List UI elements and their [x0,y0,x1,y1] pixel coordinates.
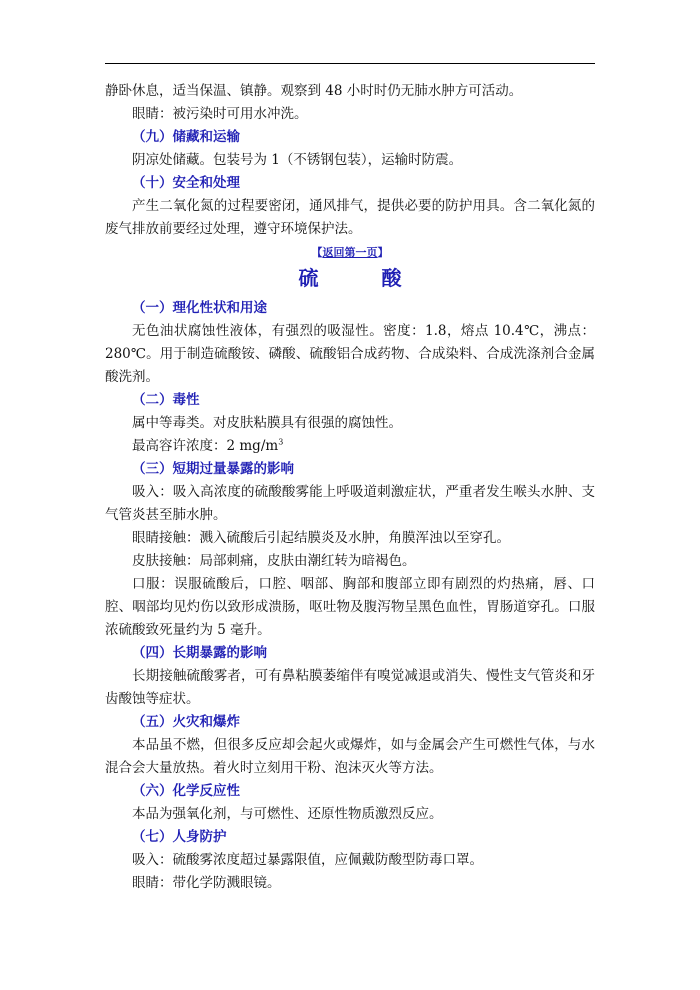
paragraph [105,435,595,458]
paragraph: 无色油状腐蚀性液体，有强烈的吸湿性。密度：1.8，熔点 10.4℃，沸点：280℃。用于制造硫酸铵、磷酸、硫酸铝合成药物、合成染料、合成洗涤剂合金属酸洗剂。 [105,323,595,385]
section-heading: （一）理化性状和用途 [132,300,267,316]
paragraph: 属中等毒类。对皮肤粘膜具有很强的腐蚀性。 [132,415,402,431]
section-heading: （十）安全和处理 [132,175,240,191]
paragraph: 口服：误服硫酸后，口腔、咽部、胸部和腹部立即有剧烈的灼热痛，唇、口腔、咽部均见灼伤以致形成溃肠，呕吐物及腹泻物呈黑色血性，胃肠道穿孔。口服浓硫酸致死量约为 5 毫升。 [105,576,595,638]
paragraph: 阴凉处储藏。包装号为 1（不锈钢包装），运输时防震。 [132,152,463,168]
paragraph: 眼睛接触：溅入硫酸后引起结膜炎及水肿，角膜浑浊以至穿孔。 [132,530,510,546]
max-concentration-text: 最高容许浓度：2 mg/m [132,438,279,454]
section-heading: （五）火灾和爆炸 [132,714,240,730]
paragraph: 皮肤接触：局部刺痛，皮肤由潮红转为暗褐色。 [132,553,416,569]
header-rule [105,63,595,64]
back-to-first-page-link[interactable]: 返回第一页 [322,246,378,259]
section-heading: （七）人身防护 [132,829,227,845]
bracket-close: 】 [377,246,389,259]
document-body [105,80,595,895]
paragraph: 长期接触硫酸雾者，可有鼻粘膜萎缩伴有嗅觉减退或消失、慢性支气管炎和牙齿酸蚀等症状。 [105,668,595,707]
superscript: 3 [278,437,284,447]
paragraph: 静卧休息，适当保温、镇静。观察到 48 小时时仍无肺水肿方可活动。 [105,83,523,99]
page-title: 硫 酸 [298,266,430,290]
paragraph: 产生二氧化氮的过程要密闭，通风排气，提供必要的防护用具。含二氧化氮的废气排放前要经过处理，遵守环境保护法。 [105,198,595,237]
section-heading: （三）短期过量暴露的影响 [132,461,294,477]
section-heading: （二）毒性 [132,392,200,408]
paragraph: 吸入：硫酸雾浓度超过暴露限值，应佩戴防酸型防毒口罩。 [132,852,483,868]
section-heading: （四）长期暴露的影响 [132,645,267,661]
paragraph: 眼睛：被污染时可用水冲洗。 [132,106,308,122]
paragraph: 本品虽不燃，但很多反应却会起火或爆炸，如与金属会产生可燃性气体，与水混合会大量放热。着火时立刻用干粉、泡沫灭火等方法。 [105,737,595,776]
paragraph: 本品为强氧化剂，与可燃性、还原性物质激烈反应。 [132,806,443,822]
back-to-first-page-nav [105,245,595,261]
paragraph: 眼睛：带化学防溅眼镜。 [132,875,281,891]
section-heading: （九）储藏和运输 [132,129,240,145]
paragraph: 吸入：吸入高浓度的硫酸酸雾能上呼吸道刺激症状，严重者发生喉头水肿、支气管炎甚至肺水肿。 [105,484,595,523]
bracket-open: 【 [311,246,323,259]
section-heading: （六）化学反应性 [132,783,240,799]
